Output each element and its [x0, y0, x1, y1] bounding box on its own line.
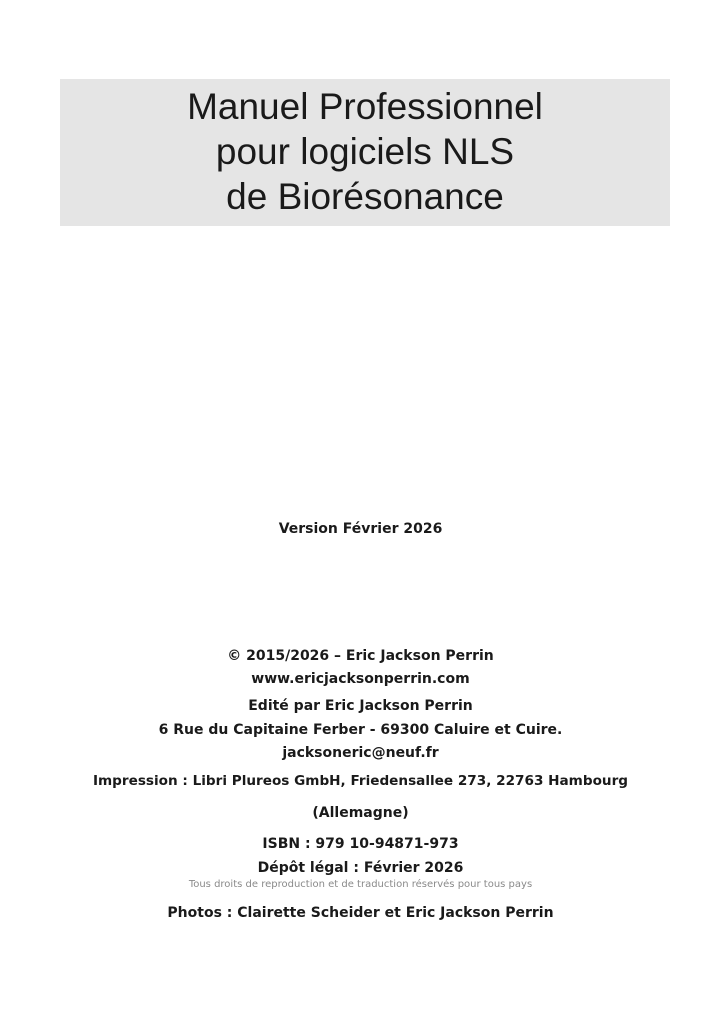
- depot-legal-text: Dépôt légal : Février 2026: [257, 860, 464, 876]
- title-line-3: de Biorésonance: [226, 176, 504, 217]
- email-text: jacksoneric@neuf.fr: [282, 745, 439, 761]
- country-text: (Allemagne): [312, 805, 409, 821]
- version-text: Version Février 2026: [278, 521, 443, 537]
- isbn-text: ISBN : 979 10-94871-973: [262, 836, 459, 852]
- title-line-1: Manuel Professionnel: [187, 86, 543, 127]
- editor-text: Edité par Eric Jackson Perrin: [248, 698, 473, 714]
- address-text: 6 Rue du Capitaine Ferber - 69300 Caluire et Cuire.: [158, 722, 563, 738]
- impression-text: Impression : Libri Plureos GmbH, Friedensallee 273, 22763 Hambourg: [92, 773, 629, 789]
- rights-text: Tous droits de reproduction et de traduction réservés pour tous pays: [188, 879, 533, 890]
- photos-credit-text: Photos : Clairette Scheider et Eric Jackson Perrin: [167, 905, 554, 921]
- website-text: www.ericjacksonperrin.com: [251, 671, 470, 687]
- title-line-2: pour logiciels NLS: [215, 131, 515, 172]
- copyright-text: © 2015/2026 – Eric Jackson Perrin: [227, 648, 494, 664]
- title-banner: [60, 79, 670, 226]
